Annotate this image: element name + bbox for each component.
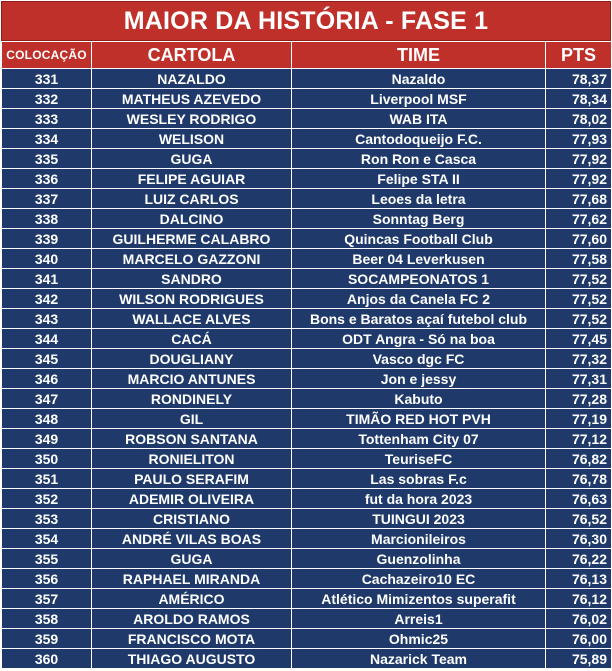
- cell-player: RAPHAEL MIRANDA: [92, 569, 292, 589]
- cell-position: 358: [2, 609, 92, 629]
- cell-team: Cachazeiro10 EC: [292, 569, 546, 589]
- table-row: [2, 189, 612, 209]
- cell-team: Tottenham City 07: [292, 429, 546, 449]
- cell-team: Anjos da Canela FC 2: [292, 289, 546, 309]
- table-row: [2, 89, 612, 109]
- header-points: PTS: [546, 42, 612, 69]
- cell-position: 353: [2, 509, 92, 529]
- cell-player: AMÉRICO: [92, 589, 292, 609]
- cell-points: 76,22: [546, 549, 612, 569]
- table-row: [2, 229, 612, 249]
- cell-team: fut da hora 2023: [292, 489, 546, 509]
- table-row: [2, 529, 612, 549]
- cell-position: 355: [2, 549, 92, 569]
- cell-points: 76,63: [546, 489, 612, 509]
- cell-position: 332: [2, 89, 92, 109]
- table-row: [2, 409, 612, 429]
- cell-team: TIMÃO RED HOT PVH: [292, 409, 546, 429]
- cell-player: WILSON RODRIGUES: [92, 289, 292, 309]
- cell-team: Arreis1: [292, 609, 546, 629]
- cell-position: 352: [2, 489, 92, 509]
- cell-points: 77,93: [546, 129, 612, 149]
- cell-team: Vasco dgc FC: [292, 349, 546, 369]
- cell-position: 357: [2, 589, 92, 609]
- cell-team: Quincas Football Club: [292, 229, 546, 249]
- cell-player: AROLDO RAMOS: [92, 609, 292, 629]
- cell-position: 338: [2, 209, 92, 229]
- table-row: [2, 449, 612, 469]
- table-body: [2, 69, 612, 669]
- cell-position: 331: [2, 69, 92, 89]
- cell-player: WALLACE ALVES: [92, 309, 292, 329]
- cell-team: Ohmic25: [292, 629, 546, 649]
- cell-points: 78,34: [546, 89, 612, 109]
- cell-player: RONIELITON: [92, 449, 292, 469]
- cell-position: 351: [2, 469, 92, 489]
- table-row: [2, 309, 612, 329]
- cell-team: Sonntag Berg: [292, 209, 546, 229]
- cell-points: 77,68: [546, 189, 612, 209]
- cell-team: Leoes da letra: [292, 189, 546, 209]
- ranking-table: [1, 41, 612, 669]
- cell-player: RONDINELY: [92, 389, 292, 409]
- cell-points: 77,58: [546, 249, 612, 269]
- cell-player: GIL: [92, 409, 292, 429]
- cell-team: SOCAMPEONATOS 1: [292, 269, 546, 289]
- cell-position: 349: [2, 429, 92, 449]
- table-row: [2, 489, 612, 509]
- cell-points: 77,62: [546, 209, 612, 229]
- cell-position: 343: [2, 309, 92, 329]
- cell-position: 334: [2, 129, 92, 149]
- cell-player: WELISON: [92, 129, 292, 149]
- cell-team: Nazarick Team: [292, 649, 546, 669]
- cell-points: 77,28: [546, 389, 612, 409]
- cell-team: Kabuto: [292, 389, 546, 409]
- cell-team: Marcionileiros: [292, 529, 546, 549]
- cell-team: Guenzolinha: [292, 549, 546, 569]
- cell-points: 76,13: [546, 569, 612, 589]
- cell-player: ADEMIR OLIVEIRA: [92, 489, 292, 509]
- cell-team: Jon e jessy: [292, 369, 546, 389]
- cell-player: GUGA: [92, 149, 292, 169]
- table-row: [2, 569, 612, 589]
- cell-player: MARCELO GAZZONI: [92, 249, 292, 269]
- cell-position: 354: [2, 529, 92, 549]
- cell-team: WAB ITA: [292, 109, 546, 129]
- cell-position: 360: [2, 649, 92, 669]
- cell-position: 339: [2, 229, 92, 249]
- table-row: [2, 249, 612, 269]
- cell-points: 77,19: [546, 409, 612, 429]
- cell-player: MARCIO ANTUNES: [92, 369, 292, 389]
- cell-player: PAULO SERAFIM: [92, 469, 292, 489]
- header-position: COLOCAÇÃO: [2, 42, 92, 69]
- table-row: [2, 629, 612, 649]
- table-row: [2, 649, 612, 669]
- cell-player: CACÁ: [92, 329, 292, 349]
- cell-position: 344: [2, 329, 92, 349]
- cell-player: THIAGO AUGUSTO: [92, 649, 292, 669]
- table-row: [2, 169, 612, 189]
- cell-points: 77,45: [546, 329, 612, 349]
- cell-points: 77,92: [546, 149, 612, 169]
- cell-player: WESLEY RODRIGO: [92, 109, 292, 129]
- table-row: [2, 549, 612, 569]
- cell-points: 77,12: [546, 429, 612, 449]
- cell-points: 76,52: [546, 509, 612, 529]
- cell-points: 75,89: [546, 649, 612, 669]
- table-row: [2, 289, 612, 309]
- cell-position: 340: [2, 249, 92, 269]
- cell-points: 76,30: [546, 529, 612, 549]
- table-row: [2, 269, 612, 289]
- cell-player: DALCINO: [92, 209, 292, 229]
- cell-points: 77,60: [546, 229, 612, 249]
- cell-points: 76,12: [546, 589, 612, 609]
- cell-player: ROBSON SANTANA: [92, 429, 292, 449]
- header-player: CARTOLA: [92, 42, 292, 69]
- cell-position: 347: [2, 389, 92, 409]
- cell-player: FELIPE AGUIAR: [92, 169, 292, 189]
- table-row: [2, 609, 612, 629]
- cell-points: 76,78: [546, 469, 612, 489]
- cell-position: 337: [2, 189, 92, 209]
- cell-points: 77,52: [546, 289, 612, 309]
- table-row: [2, 149, 612, 169]
- cell-points: 77,52: [546, 269, 612, 289]
- cell-points: 77,32: [546, 349, 612, 369]
- table-row: [2, 109, 612, 129]
- ranking-sheet: [1, 1, 611, 669]
- cell-position: 359: [2, 629, 92, 649]
- table-row: [2, 69, 612, 89]
- page-title: MAIOR DA HISTÓRIA - FASE 1: [1, 1, 611, 41]
- table-row: [2, 469, 612, 489]
- cell-points: 78,02: [546, 109, 612, 129]
- cell-team: ODT Angra - Só na boa: [292, 329, 546, 349]
- cell-points: 76,02: [546, 609, 612, 629]
- cell-team: Atlético Mimizentos superafit: [292, 589, 546, 609]
- cell-position: 348: [2, 409, 92, 429]
- table-row: [2, 389, 612, 409]
- header-team: TIME: [292, 42, 546, 69]
- table-row: [2, 589, 612, 609]
- cell-position: 345: [2, 349, 92, 369]
- cell-points: 77,92: [546, 169, 612, 189]
- cell-player: GUILHERME CALABRO: [92, 229, 292, 249]
- cell-points: 76,00: [546, 629, 612, 649]
- cell-player: FRANCISCO MOTA: [92, 629, 292, 649]
- cell-points: 76,82: [546, 449, 612, 469]
- table-row: [2, 329, 612, 349]
- cell-player: MATHEUS AZEVEDO: [92, 89, 292, 109]
- table-row: [2, 209, 612, 229]
- cell-player: LUIZ CARLOS: [92, 189, 292, 209]
- cell-team: Ron Ron e Casca: [292, 149, 546, 169]
- table-row: [2, 349, 612, 369]
- cell-player: ANDRÉ VILAS BOAS: [92, 529, 292, 549]
- cell-position: 333: [2, 109, 92, 129]
- cell-team: Liverpool MSF: [292, 89, 546, 109]
- table-header-row: [2, 42, 612, 69]
- cell-player: CRISTIANO: [92, 509, 292, 529]
- table-row: [2, 429, 612, 449]
- cell-position: 336: [2, 169, 92, 189]
- cell-team: Nazaldo: [292, 69, 546, 89]
- cell-position: 346: [2, 369, 92, 389]
- cell-team: Cantodoqueijo F.C.: [292, 129, 546, 149]
- cell-team: Las sobras F.c: [292, 469, 546, 489]
- cell-points: 77,31: [546, 369, 612, 389]
- cell-team: Beer 04 Leverkusen: [292, 249, 546, 269]
- cell-points: 77,52: [546, 309, 612, 329]
- cell-position: 356: [2, 569, 92, 589]
- cell-team: Bons e Baratos açaí futebol club: [292, 309, 546, 329]
- cell-position: 342: [2, 289, 92, 309]
- cell-team: TUINGUI 2023: [292, 509, 546, 529]
- cell-team: Felipe STA II: [292, 169, 546, 189]
- cell-team: TeuriseFC: [292, 449, 546, 469]
- cell-points: 78,37: [546, 69, 612, 89]
- cell-position: 350: [2, 449, 92, 469]
- table-row: [2, 129, 612, 149]
- table-row: [2, 369, 612, 389]
- cell-player: NAZALDO: [92, 69, 292, 89]
- cell-position: 335: [2, 149, 92, 169]
- cell-player: GUGA: [92, 549, 292, 569]
- cell-position: 341: [2, 269, 92, 289]
- table-row: [2, 509, 612, 529]
- cell-player: DOUGLIANY: [92, 349, 292, 369]
- cell-player: SANDRO: [92, 269, 292, 289]
